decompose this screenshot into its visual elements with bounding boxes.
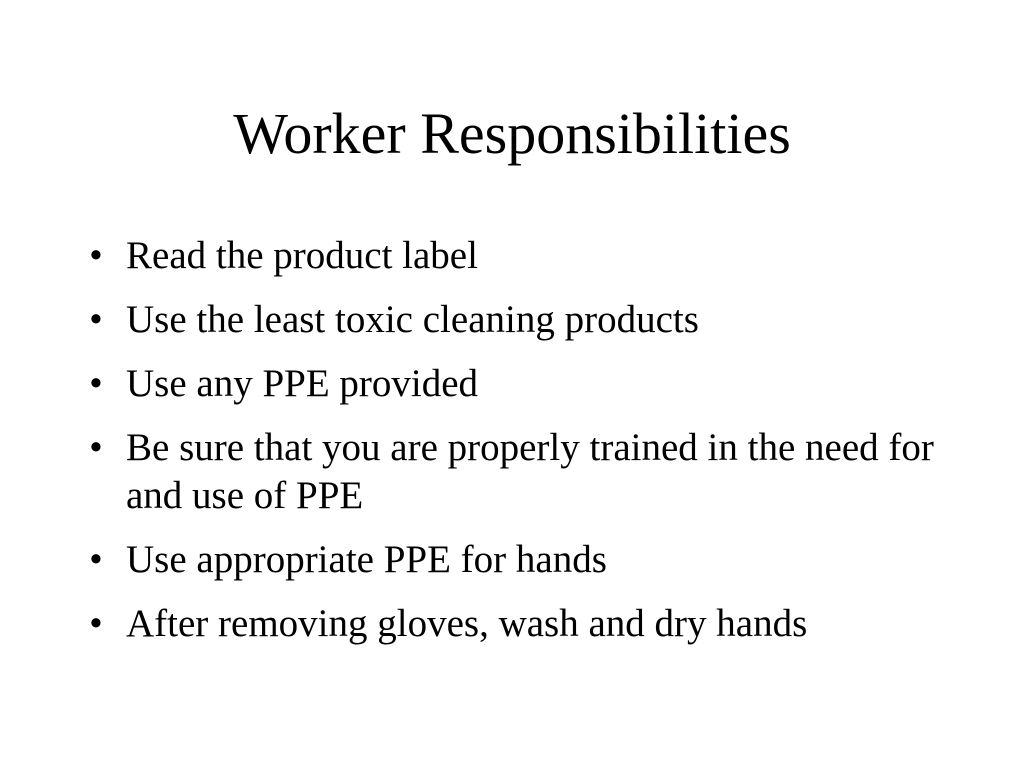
bullet-icon: • bbox=[89, 602, 103, 645]
bullet-text: Be sure that you are properly trained in the need for and use of PPE bbox=[126, 426, 934, 517]
bullet-icon: • bbox=[89, 298, 103, 341]
bullet-text: Use any PPE provided bbox=[126, 362, 479, 405]
bullet-text: After removing gloves, wash and dry hands bbox=[126, 602, 808, 645]
bullet-text: Read the product label bbox=[126, 234, 478, 277]
bullet-icon: • bbox=[89, 234, 103, 277]
list-item bbox=[84, 600, 944, 648]
list-item bbox=[84, 424, 944, 520]
list-item bbox=[84, 296, 944, 344]
bullet-text: Use the least toxic cleaning products bbox=[126, 298, 699, 341]
bullet-icon: • bbox=[89, 538, 103, 581]
list-item bbox=[84, 232, 944, 280]
bullet-list bbox=[84, 232, 944, 664]
slide-title: Worker Responsibilities bbox=[233, 101, 791, 166]
list-item bbox=[84, 360, 944, 408]
list-item bbox=[84, 536, 944, 584]
bullet-text: Use appropriate PPE for hands bbox=[126, 538, 607, 581]
bullet-icon: • bbox=[89, 362, 103, 405]
bullet-icon: • bbox=[89, 426, 103, 469]
